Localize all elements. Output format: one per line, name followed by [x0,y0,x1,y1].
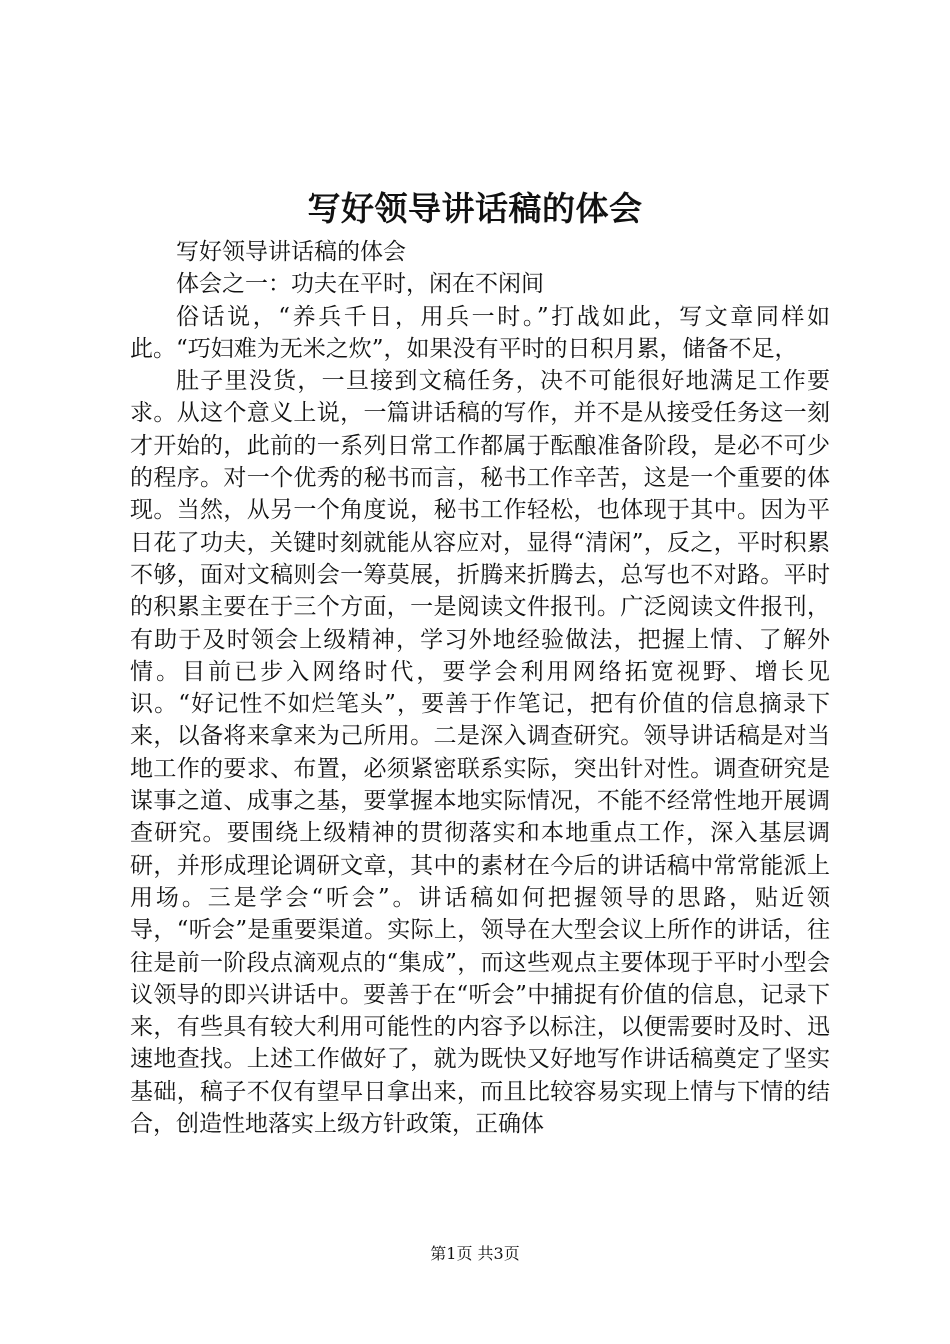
page-title: 写好领导讲话稿的体会 [307,189,643,228]
paragraph-subtitle: 写好领导讲话稿的体会 [176,239,406,265]
page-number: 第1页 共3页 [430,1244,520,1263]
paragraph-main: 肚子里没货，一旦接到文稿任务，决不可能很好地满足工作要求。从这个意义上说，一篇讲话稿的写作，并不是从接受任务这一刻才开始的，此前的一系列日常工作都属于酝酿准备阶段，是必不可少的程序。对一个优秀的秘书而言，秘书工作辛苦，这是一个重要的体现。当然，从另一个角度说，秘书工作轻松，也体现于其中。因为平日花了功夫，关键时刻就能从容应对，显得“清闲”，反之，平时积累不够，面对文稿则会一筹莫展，折腾来折腾去，总写也不对路。平时的积累主要在于三个方面，一是阅读文件报刊。广泛阅读文件报刊，有助于及时领会上级精神，学习外地经验做法，把握上情、了解外情。目前已步入网络时代，要学会利用网络拓宽视野、增长见识。“好记性不如烂笔头”，要善于作笔记，把有价值的信息摘录下来，以备将来拿来为己所用。二是深入调查研究。领导讲话稿是对当地工作的要求、布置，必须紧密联系实际，突出针对性。调查研究是谋事之道、成事之基，要掌握本地实际情况，不能不经常性地开展调查研究。要围绕上级精神的贯彻落实和本地重点工作，深入基层调研，并形成理论调研文章，其中的素材在今后的讲话稿中常常能派上用场。三是学会“听会”。讲话稿如何把握领导的思路，贴近领导，“听会”是重要渠道。实际上，领导在大型会议上所作的讲话，往往是前一阶段点滴观点的“集成”，而这些观点主要体现于平时小型会议领导的即兴讲话中。要善于在“听会”中捕捉有价值的信息，记录下来，有些具有较大利用可能性的内容予以标注，以便需要时及时、迅速地查找。上述工作做好了，就为既快又好地写作讲话稿奠定了坚实基础，稿子不仅有望早日拿出来，而且比较容易实现上情与下情的结合，创造性地落实上级方针政策，正确体 [130,368,830,1138]
document-body [130,236,830,1140]
paragraph-section-heading: 体会之一：功夫在平时，闲在不闲间 [176,271,544,298]
paragraph-intro: 俗话说，“养兵千日，用兵一时。”打战如此，写文章同样如此。“巧妇难为无米之炊”，如果没有平时的日积月累，储备不足， [130,303,830,362]
